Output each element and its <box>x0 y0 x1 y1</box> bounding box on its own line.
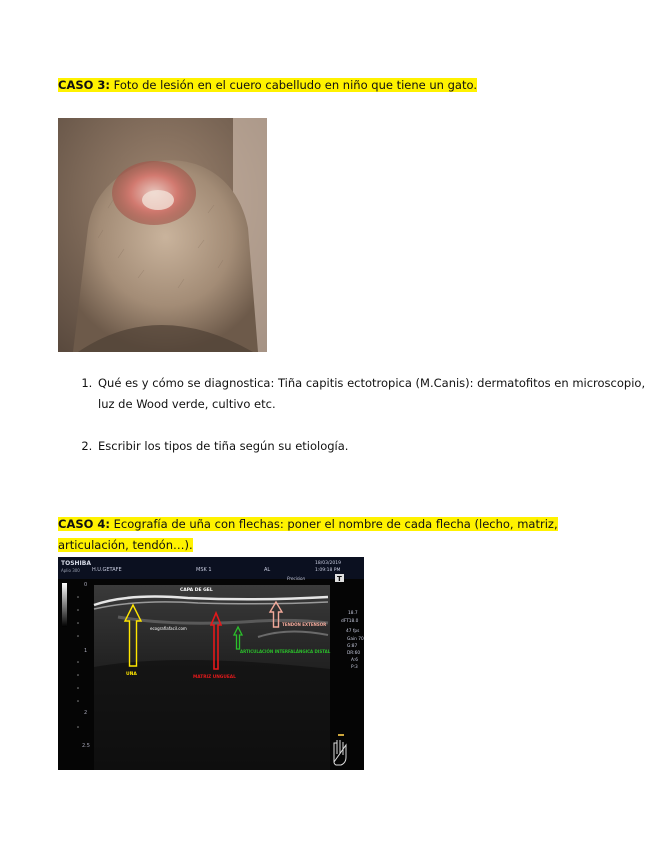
readout-0: 18.7 <box>348 611 358 616</box>
us-preset: MSK 1 <box>196 567 212 573</box>
nail-ultrasound-image <box>58 557 364 770</box>
caso4-heading-line1 <box>58 516 558 533</box>
us-mode: AL <box>264 567 271 573</box>
us-label-capa: CAPA DE GEL <box>180 588 213 593</box>
us-probe-tag: T <box>337 575 342 583</box>
us-date: 18/03/2019 <box>315 561 341 566</box>
us-label-tendon: TENDÓN EXTENSOR <box>282 622 327 627</box>
readout-5: DR:60 <box>347 651 361 656</box>
caso4-heading-line2 <box>58 537 193 554</box>
caso4-text-1: Ecografía de uña con flechas: poner el nombre de cada flecha (lecho, matriz, <box>110 517 558 531</box>
us-precision: Precision <box>287 576 306 581</box>
readout-4: G:87 <box>347 644 358 649</box>
readout-2: 47 fps <box>346 629 360 634</box>
depth-tick-0: 0 <box>84 582 88 588</box>
readout-6: A:6 <box>351 658 359 663</box>
caso3-label: CASO 3: <box>58 78 111 92</box>
question-2: 2. Escribir los tipos de tiña según su etiología. <box>96 436 655 457</box>
us-label-articulacion: ARTICULACIÓN INTERFALÁNGICA DISTAL <box>240 649 331 654</box>
caso3-text: Foto de lesión en el cuero cabelludo en niño que tiene un gato. <box>110 78 477 92</box>
depth-tick-1: 1 <box>84 648 88 654</box>
us-label-matriz: MATRIZ UNGUEAL <box>193 675 236 680</box>
readout-3: Gain 70 <box>347 637 364 642</box>
us-brand: TOSHIBA <box>61 560 91 567</box>
us-time: 1:09:18 PM <box>315 568 341 573</box>
readout-1: dFT18.0 <box>341 619 359 624</box>
questions-list <box>58 373 655 457</box>
us-hospital: H.U.GETAFE <box>92 567 122 573</box>
depth-tick-2: 2 <box>84 710 88 716</box>
caso3-heading <box>58 77 477 94</box>
scalp-lesion-photo <box>58 118 267 352</box>
us-model: Aplio 300 <box>61 568 80 573</box>
caso4-text-2: articulación, tendón…). <box>58 538 193 552</box>
depth-tick-3: 2.5 <box>82 743 90 749</box>
us-label-una: UÑA <box>126 672 137 677</box>
us-label-web: ecografiafacil.com <box>150 626 187 631</box>
question-1: 1. Qué es y cómo se diagnostica: Tiña capitis ectotropica (M.Canis): dermatofitos en microscopio, luz de Wood verde, cultivo etc. <box>96 373 655 415</box>
caso4-label: CASO 4: <box>58 517 111 531</box>
readout-7: P:3 <box>351 665 358 670</box>
